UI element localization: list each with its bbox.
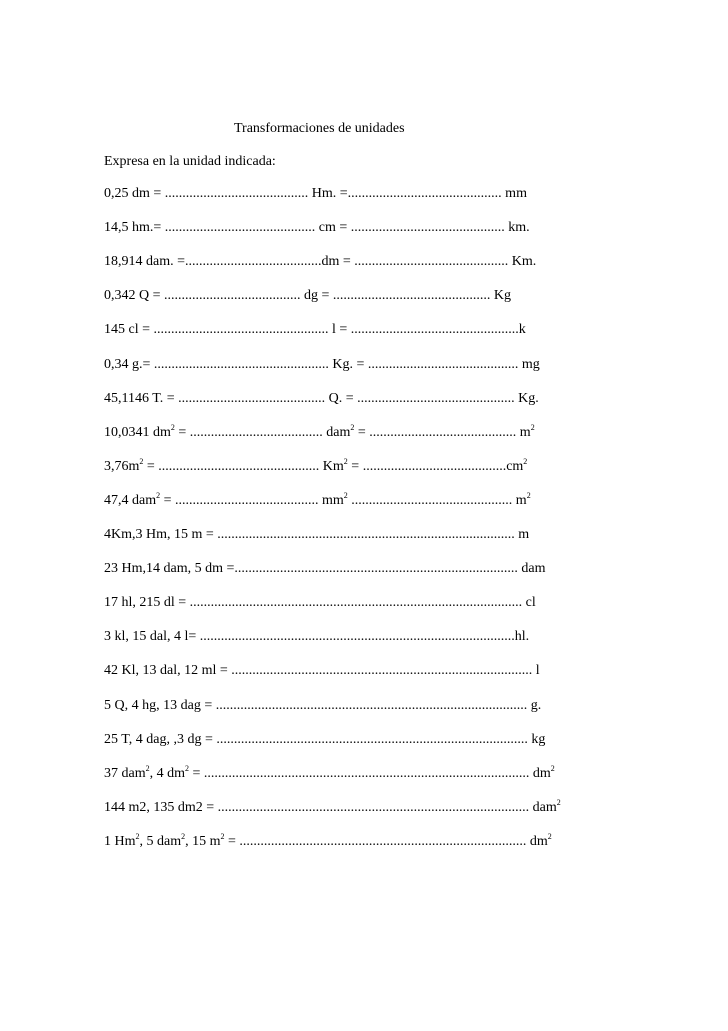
exercise-line: 45,1146 T. = .......................................... Q. = ............................................. Kg. (104, 390, 539, 406)
exercise-line: 47,4 dam$^2$ = ......................................... $mm^2$ .............................................. $m^2$ (104, 490, 531, 508)
exercise-line: 25 T, 4 dag, ,3 dg = ......................................................................................... kg (104, 731, 546, 747)
exercise-line: 17 hl, 215 dl = ............................................................................................... cl (104, 595, 536, 611)
exercise-line: 144 m2, 135 dm2 = ......................................................................................... dam$^2$ (104, 797, 561, 815)
exercise-line: 10,0341 $dm^2$ = ...................................... dam$^2$ = .......................................... $m^2$ (104, 422, 535, 440)
exercise-line: 1 Hm$^2$, 5 dam$^2$, 15 $m^2$ = .................................................................................. $dm^2$ (104, 831, 552, 849)
exercise-line: 3 kl, 15 dal, 4 l= ..........................................................................................hl. (104, 629, 530, 645)
exercise-line: 145 cl = .................................................. l = ................................................k (104, 322, 526, 338)
page-title: Transformaciones de unidades (234, 121, 405, 136)
instruction-text: Expresa en la unidad indicada: (104, 154, 276, 169)
exercise-line: 42 Kl, 13 dal, 12 ml = ...................................................................................... l (104, 663, 540, 679)
exercise-line: 0,34 g.= .................................................. Kg. = ........................................... mg (104, 356, 540, 372)
exercise-line: 0,25 dm = ......................................... Hm. =............................................ mm (104, 186, 527, 201)
exercise-line: 37 dam$^2$, 4 $dm^2$ = ............................................................................................. $dm^2$ (104, 763, 555, 781)
exercise-line: 0,342 Q = ....................................... dg = ............................................. Kg (104, 288, 512, 304)
exercise-line: 5 Q, 4 hg, 13 dag = ......................................................................................... g. (104, 697, 542, 713)
exercise-line: $3,76m^2$ = .............................................. $Km^2 = .........................................cm^2$ (104, 456, 528, 474)
exercise-line: 18,914 dam. =.......................................dm = ............................................ Km. (104, 254, 537, 270)
exercise-line: 14,5 hm.= ........................................... cm = ............................................ km. (104, 220, 530, 236)
exercise-line: 4Km,3 Hm, 15 m = ..................................................................................... m (104, 527, 530, 542)
exercise-line: 23 Hm,14 dam, 5 dm =................................................................................. dam (104, 561, 546, 577)
